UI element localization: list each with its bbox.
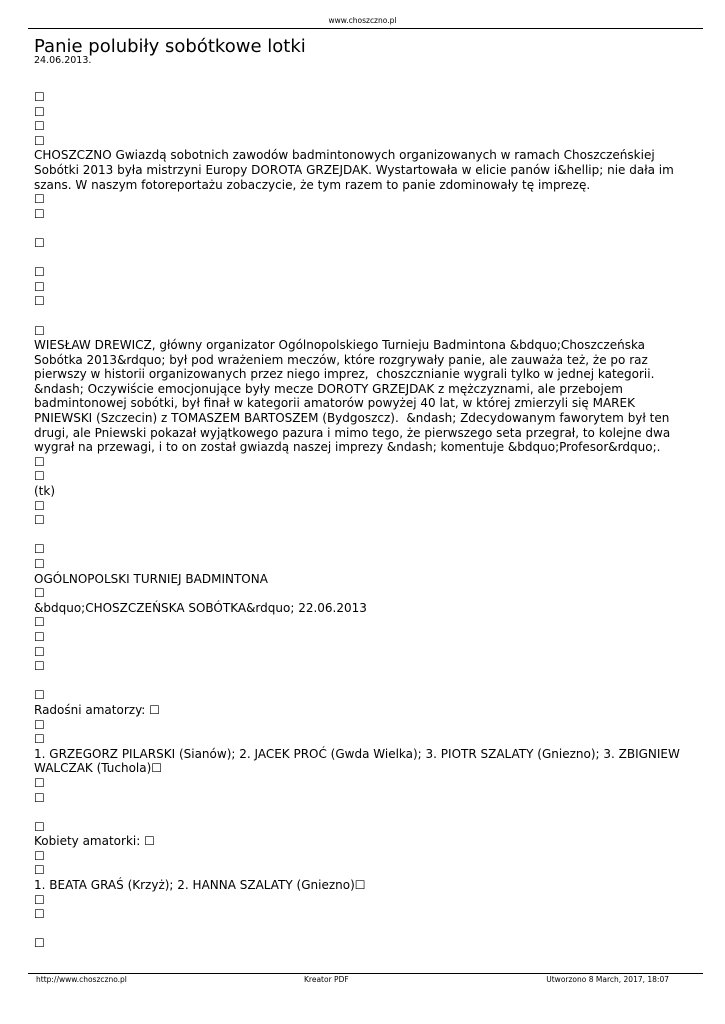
header-url: www.choszczno.pl (328, 16, 397, 25)
blank-line (34, 221, 684, 236)
paragraph-line: ☐ (34, 469, 45, 484)
paragraph-line: ☐ (34, 629, 45, 644)
paragraph-line: ☐ (34, 542, 45, 557)
paragraph-line: ☐ (34, 294, 45, 309)
article-date: 24.06.2013. (34, 55, 92, 66)
paragraph-line: Radośni amatorzy: ☐ (34, 702, 160, 717)
paragraph-line: ☐ (34, 863, 45, 878)
paragraph-line: (tk) (34, 484, 56, 499)
paragraph-line: ☐ (34, 454, 45, 469)
header-rule (28, 28, 703, 29)
paragraph-line: ☐ (34, 119, 45, 134)
paragraph-line: ☐ (34, 206, 45, 221)
paragraph-line: ☐ (34, 323, 45, 338)
blank-line (34, 528, 684, 543)
paragraph-line: &bdquo;CHOSZCZEŃSKA SOBÓTKA&rdquo; 22.06.2013 (34, 600, 367, 615)
paragraph-line: Kobiety amatorki: ☐ (34, 834, 155, 849)
paragraph-line: ☐ (34, 192, 45, 207)
paragraph-line: ☐ (34, 659, 45, 674)
paragraph-line: ☐ (34, 907, 45, 922)
blank-line (34, 805, 684, 820)
paragraph-line: ☐ (34, 498, 45, 513)
paragraph-line: ☐ (34, 133, 45, 148)
article-title: Panie polubiły sobótkowe lotki (34, 36, 306, 57)
paragraph-line: ☐ (34, 513, 45, 528)
footer-rule (28, 973, 703, 974)
footer-generator: Kreator PDF (304, 975, 349, 984)
paragraph-line: ☐ (34, 732, 45, 747)
blank-line (34, 309, 684, 324)
blank-line (34, 251, 684, 266)
paragraph-line: ☐ (34, 819, 45, 834)
footer-created: Utworzono 8 March, 2017, 18:07 (546, 975, 669, 984)
paragraph-line: ☐ (34, 848, 45, 863)
blank-line (34, 922, 684, 937)
paragraph-line: ☐ (34, 235, 45, 250)
article-body (34, 90, 684, 951)
paragraph-line: ☐ (34, 644, 45, 659)
paragraph-line: WIESŁAW DREWICZ, główny organizator Ogólnopolskiego Turnieju Badmintona &bdquo;Choszczeńska Sobótka 2013&rdquo; był pod wrażeniem meczów, które rozgrywały panie, ale zauważa też, że po raz pierwszy w historii organizowanych przez niego imprez, choszcznianie wygrali tylko w jednej kategorii. &ndash; Oczywiście emocjonujące były mecze DOROTY GRZEJDAK z mężczyznami, ale przebojem badmintonowej sobótki, był finał w kategorii amatorów powyżej 40 lat, w której zmierzyli się MAREK PNIEWSKI (Szczecin) z TOMASZEM BARTOSZEM (Bydgoszcz). &ndash; Zdecydowanym faworytem był ten drugi, ale Pniewski pokazał wyjątkowego pazura i mimo tego, że pierwszego seta przegrał, to kolejne dwa wygrał na przewagi, i to on został gwiazdą naszej imprezy &ndash; komentuje &bdquo;Profesor&rdquo;. (34, 338, 675, 455)
paragraph-line: ☐ (34, 790, 45, 805)
paragraph-line: ☐ (34, 775, 45, 790)
paragraph-line: ☐ (34, 265, 45, 280)
paragraph-line: ☐ (34, 936, 45, 951)
paragraph-line: CHOSZCZNO Gwiazdą sobotnich zawodów badmintonowych organizowanych w ramach Choszczeńskiej Sobótki 2013 była mistrzyni Europy DOROTA GRZEJDAK. Wystartowała w elicie panów i&hellip; nie dała im szans. W naszym fotoreportażu zobaczycie, że tym razem to panie zdominowały tę imprezę. (34, 148, 678, 192)
paragraph-line: ☐ (34, 586, 45, 601)
footer-url: http://www.choszczno.pl (36, 975, 127, 984)
paragraph-line: ☐ (34, 717, 45, 732)
paragraph-line: ☐ (34, 90, 45, 104)
paragraph-line: ☐ (34, 892, 45, 907)
paragraph-line: ☐ (34, 615, 45, 630)
paragraph-line: OGÓLNOPOLSKI TURNIEJ BADMINTONA (34, 571, 268, 586)
paragraph-line: 1. BEATA GRAŚ (Krzyż); 2. HANNA SZALATY (Gniezno)☐ (34, 878, 366, 893)
paragraph-line: ☐ (34, 104, 45, 119)
paragraph-line: ☐ (34, 688, 45, 703)
blank-line (34, 674, 684, 689)
paragraph-line: ☐ (34, 279, 45, 294)
paragraph-line: 1. GRZEGORZ PILARSKI (Sianów); 2. JACEK PROĆ (Gwda Wielka); 3. PIOTR SZALATY (Gniezno); 3. ZBIGNIEW WALCZAK (Tuchola)☐ (34, 746, 684, 776)
paragraph-line: ☐ (34, 557, 45, 571)
